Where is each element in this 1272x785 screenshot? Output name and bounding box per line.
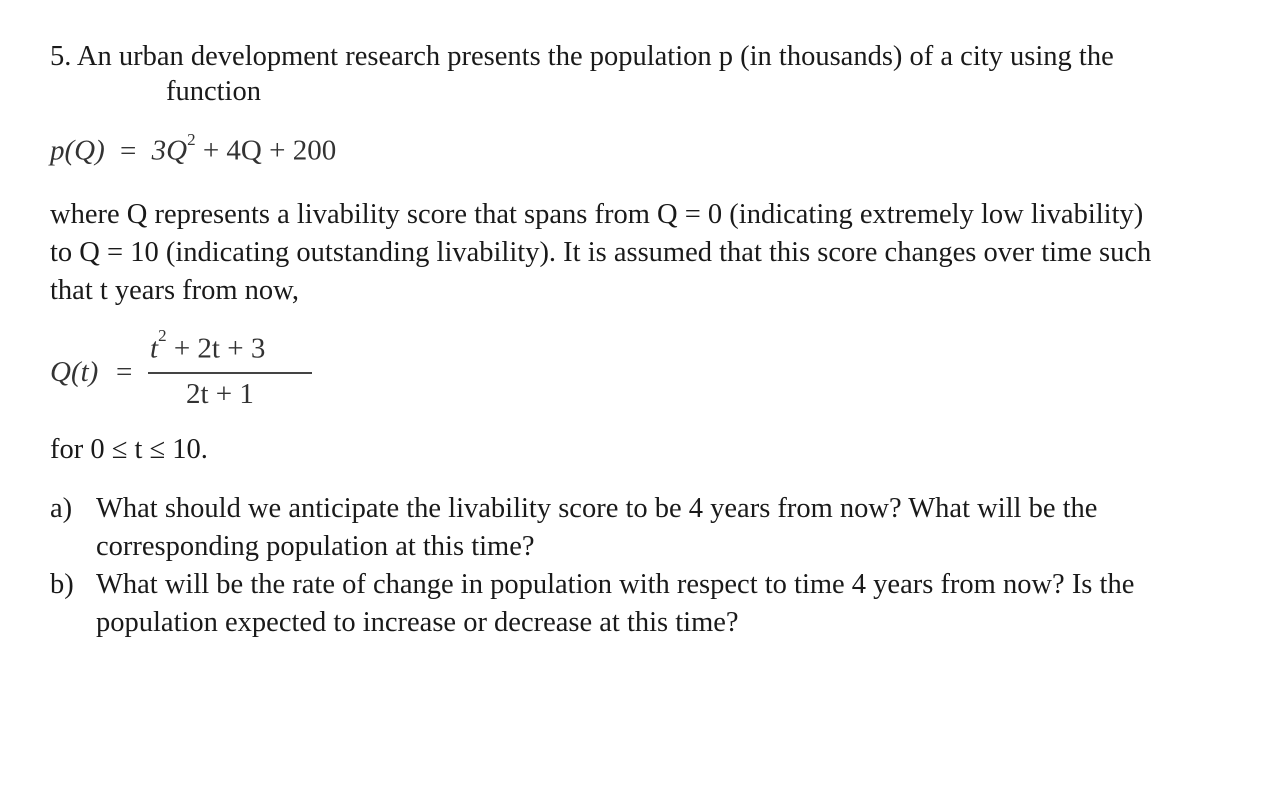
paragraph2-line3: that t years from now, [50, 275, 300, 306]
paragraph2-line2: to Q = 10 (indicating outstanding livability). It is assumed that this score changes over time such [50, 237, 1152, 268]
part-a-label: a) [50, 493, 73, 524]
domain-statement: for 0 ≤ t ≤ 10. [50, 434, 208, 465]
part-b-label: b) [50, 569, 74, 600]
eq2-num-rest: + 2t + 3 [166, 332, 266, 365]
population-equation [50, 130, 337, 168]
problem-intro-line2: function [166, 76, 261, 107]
part-a-line2: corresponding population at this time? [96, 531, 535, 562]
part-b-line1: What will be the rate of change in population with respect to time 4 years from now? Is the [96, 569, 1135, 600]
eq2-num-exponent: 2 [158, 326, 167, 345]
eq1-term1: 3Q [151, 134, 188, 167]
fraction-bar [148, 372, 312, 374]
part-a-line1: What should we anticipate the livability score to be 4 years from now? What will be the [96, 493, 1098, 524]
paragraph2-line1: where Q represents a livability score that spans from Q = 0 (indicating extremely low livability) [50, 199, 1144, 230]
problem-intro-line1: 5. An urban development research presents the population p (in thousands) of a city using the [50, 41, 1114, 72]
eq2-lhs: Q(t) [50, 356, 99, 388]
eq2-num-t: t [150, 332, 159, 365]
eq2-numerator [150, 326, 266, 366]
eq1-lhs: p(Q) [50, 134, 105, 167]
eq2-equals: = [116, 356, 133, 388]
eq2-denominator: 2t + 1 [186, 378, 254, 410]
eq1-term1-exponent: 2 [187, 130, 196, 149]
part-b-line2: population expected to increase or decrease at this time? [96, 607, 739, 638]
eq1-rest: + 4Q + 200 [195, 134, 337, 167]
eq1-equals: = [120, 134, 137, 167]
